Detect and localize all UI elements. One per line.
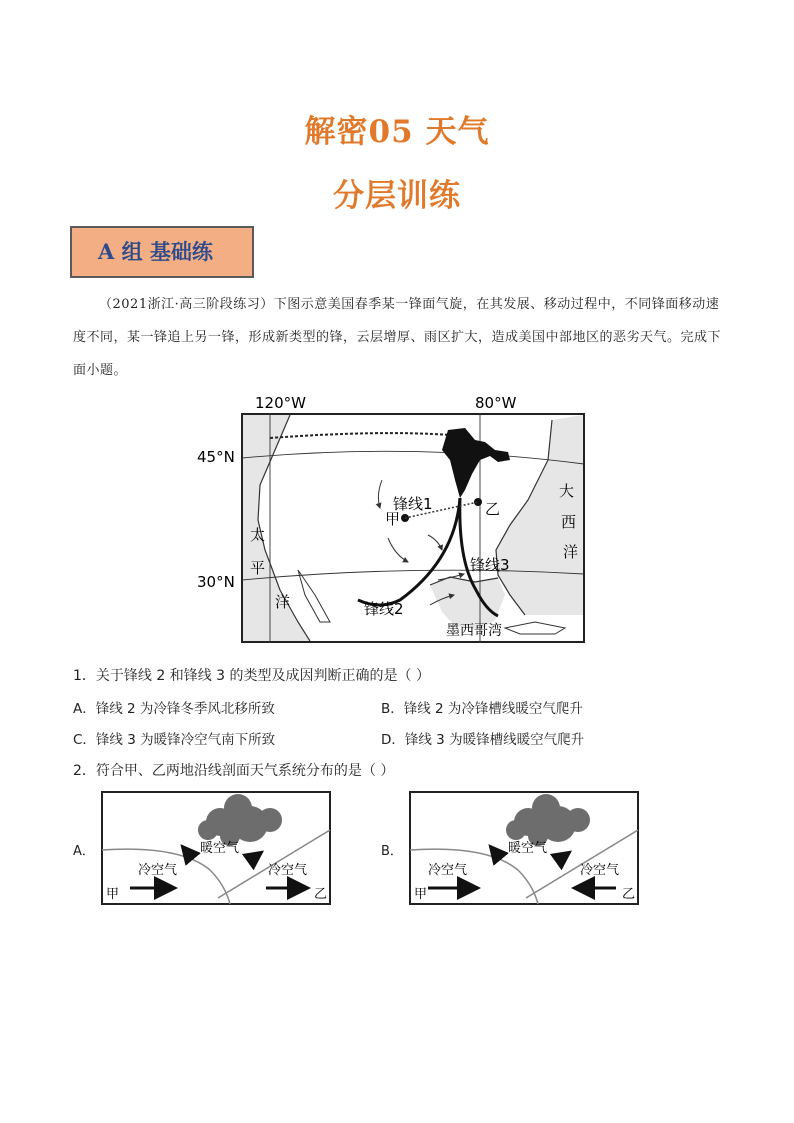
point-yi-label: 乙 (622, 887, 636, 902)
front-1-label: 锋线1 (393, 495, 433, 513)
pacific-label-3: 洋 (275, 593, 291, 611)
option-a-diagram (100, 790, 332, 908)
atlantic-label-3: 洋 (563, 543, 579, 561)
gulf-label: 墨西哥湾 (446, 623, 502, 639)
question-2-option-a[interactable]: A． (73, 844, 95, 859)
lat-45n-label: 45°N (197, 448, 235, 466)
point-jia-label: 甲 (385, 510, 401, 528)
option-b-diagram (408, 790, 640, 908)
question-1-option-c[interactable]: C．锋线 3 为暖锋冷空气南下所致 (73, 732, 276, 748)
cold-air-label-right: 冷空气 (268, 863, 308, 878)
point-yi-label: 乙 (485, 500, 501, 518)
group-label-box: A 组 基础练 (70, 226, 254, 278)
cold-air-label-left: 冷空气 (428, 863, 468, 878)
warm-air-label: 暖空气 (200, 841, 240, 856)
page-subtitle: 分层训练 (333, 178, 461, 214)
intro-paragraph: （2021浙江·高三阶段练习）下图示意美国春季某一锋面气旋，在其发展、移动过程中，不同锋面移动速度不同，某一锋追上另一锋，形成新类型的锋，云层增厚、雨区扩大，造成美国中部地区的恶劣天气。完成下面小题。 (73, 297, 722, 378)
lat-30n-label: 30°N (197, 573, 235, 591)
front-cyclone-map (180, 390, 590, 646)
question-2-stem: 2．符合甲、乙两地沿线剖面天气系统分布的是（ ） (73, 763, 395, 779)
lon-120w-label: 120°W (255, 394, 306, 412)
question-1-option-a[interactable]: A．锋线 2 为冷锋冬季风北移所致 (73, 701, 275, 717)
pacific-label-1: 太 (250, 526, 266, 544)
front-2-label: 锋线2 (364, 600, 404, 618)
question-1-option-b[interactable]: B．锋线 2 为冷锋槽线暖空气爬升 (381, 701, 583, 717)
question-1-option-d[interactable]: D．锋线 3 为暖锋槽线暖空气爬升 (381, 732, 585, 748)
point-jia-label: 甲 (106, 887, 120, 902)
question-2-option-b[interactable]: B． (381, 844, 403, 859)
atlantic-label-1: 大 (559, 482, 575, 500)
front-3-label: 锋线3 (470, 556, 510, 574)
atlantic-label-2: 西 (561, 513, 577, 531)
warm-air-label: 暖空气 (508, 841, 548, 856)
pacific-label-2: 平 (250, 559, 266, 577)
question-1-stem: 1．关于锋线 2 和锋线 3 的类型及成因判断正确的是（ ） (73, 668, 430, 684)
point-jia-label: 甲 (414, 887, 428, 902)
cold-air-label-right: 冷空气 (580, 863, 620, 878)
page-title: 解密05 天气 (304, 114, 490, 150)
point-yi-label: 乙 (314, 887, 328, 902)
lon-80w-label: 80°W (475, 394, 517, 412)
cold-air-label-left: 冷空气 (138, 863, 178, 878)
